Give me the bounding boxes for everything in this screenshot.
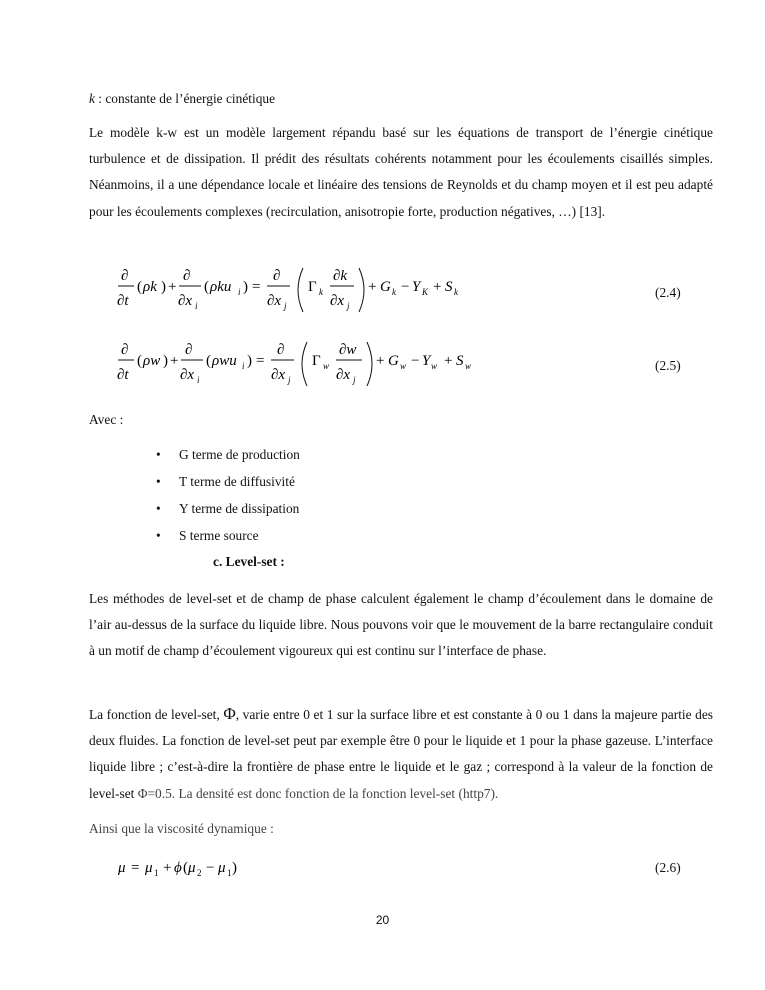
svg-text:∂w: ∂w	[339, 342, 357, 358]
svg-text:(: (	[204, 279, 209, 295]
svg-text:(: (	[183, 860, 188, 876]
svg-text:K: K	[422, 287, 429, 297]
svg-text:): )	[247, 353, 252, 369]
svg-text:): )	[161, 279, 166, 295]
svg-text:∂k: ∂k	[333, 268, 348, 284]
equation-2-4	[117, 262, 547, 320]
svg-text:w: w	[431, 361, 438, 371]
definition-line	[89, 90, 713, 107]
svg-text:+: +	[163, 860, 172, 876]
svg-text:G: G	[388, 353, 399, 369]
svg-text:∂: ∂	[121, 268, 129, 284]
list-item: • Y terme de dissipation	[156, 501, 300, 516]
svg-text:S: S	[445, 279, 453, 295]
svg-text:Y: Y	[422, 353, 431, 369]
svg-text:ϕ: ϕ	[174, 860, 182, 876]
svg-text:∂x: ∂x	[180, 367, 195, 383]
svg-text:S: S	[456, 353, 464, 369]
svg-text:−: −	[206, 860, 215, 876]
svg-text:j: j	[353, 375, 356, 385]
svg-text:μ: μ	[145, 860, 153, 876]
svg-text:∂x: ∂x	[271, 367, 286, 383]
svg-text:2: 2	[197, 868, 202, 878]
terms-list	[153, 445, 300, 553]
svg-text:): )	[163, 353, 168, 369]
list-item: • T terme de diffusivité	[156, 474, 295, 489]
svg-text:ρw: ρw	[143, 353, 161, 369]
svg-text:∂: ∂	[273, 268, 281, 284]
svg-text:μ: μ	[218, 860, 226, 876]
svg-text:∂x: ∂x	[330, 293, 345, 309]
svg-text:i: i	[195, 301, 198, 311]
paragraph-kw-model: Le modèle k-w est un modèle largement répandu basé sur les équations de transport de l’énergie cinétique turbulence et de dissipation. Il prédit des résultats cohérents notamment pour les écoulements cisaillés simples. Néanmoins, il a une dépendance locale et linéaire des tensions de Reynolds et du champ moyen et il est peu adapté pour les écoulements complexes (recirculation, anisotropie forte, production négatives, …) [13].	[89, 125, 713, 219]
svg-text:(: (	[137, 279, 142, 295]
svg-text:∂: ∂	[183, 268, 191, 284]
svg-text:μ: μ	[188, 860, 196, 876]
svg-text:=: =	[252, 279, 261, 295]
svg-text:+: +	[444, 353, 453, 369]
list-item: • S terme source	[156, 528, 259, 543]
svg-text:+: +	[168, 279, 177, 295]
svg-text:): )	[232, 860, 237, 876]
svg-text:−: −	[401, 279, 410, 295]
phi-symbol: Φ	[223, 704, 236, 723]
svg-text:j: j	[284, 301, 287, 311]
svg-text:+: +	[376, 353, 385, 369]
equation-2-6	[117, 852, 317, 880]
svg-text:+: +	[433, 279, 442, 295]
paragraph-levelset-2: La fonction de level-set, Φ, varie entre 0 et 1 sur la surface libre et est constante à 0 ou 1 dans la majeure partie des deux fluides. La fonction de level-set peut par exemple être 0 pour le liquide et 1 pour la phase gazeuse. L’interface liquide libre ; c’est-à-dire la frontière de phase entre le liquide et le gaz ; correspond à la valeur de la fonction de level-set Φ=0.5. La densité est donc fonction de la fonction level-set (http7).	[89, 704, 713, 801]
svg-text:G: G	[380, 279, 391, 295]
svg-text:k: k	[319, 287, 323, 297]
svg-text:j: j	[347, 301, 350, 311]
avec-label: Avec :	[89, 412, 124, 427]
svg-text:Y: Y	[412, 279, 421, 295]
svg-text:ρwu: ρwu	[212, 353, 237, 369]
svg-text:+: +	[170, 353, 179, 369]
svg-text:ρk: ρk	[143, 279, 157, 295]
svg-text:w: w	[400, 361, 407, 371]
list-item: • G terme de production	[156, 447, 300, 462]
svg-text:=: =	[131, 860, 140, 876]
svg-text:(: (	[206, 353, 211, 369]
svg-text:∂x: ∂x	[267, 293, 282, 309]
svg-text:∂x: ∂x	[178, 293, 193, 309]
svg-text:k: k	[454, 287, 458, 297]
svg-text:∂: ∂	[121, 342, 129, 358]
equation-number-2-5: (2.5)	[655, 358, 681, 373]
svg-text:(: (	[137, 353, 142, 369]
viscosity-line: Ainsi que la viscosité dynamique :	[89, 821, 274, 836]
svg-text:w: w	[465, 361, 472, 371]
svg-text:i: i	[242, 361, 245, 371]
svg-text:): )	[243, 279, 248, 295]
svg-text:w: w	[323, 361, 330, 371]
svg-text:∂: ∂	[185, 342, 193, 358]
paragraph-levelset-1: Les méthodes de level-set et de champ de phase calculent également le champ d’écoulement dans le domaine de l’air au-dessus de la surface du liquide libre. Nous pouvons voir que le mouvement de la barre rectangulaire conduit à un motif de champ d’écoulement vigoureux qui est continu sur l’interface de phase.	[89, 591, 713, 659]
k-symbol: k	[89, 91, 95, 106]
svg-text:=: =	[256, 353, 265, 369]
page-number: 20	[375, 913, 390, 927]
svg-text:−: −	[411, 353, 420, 369]
svg-text:i: i	[238, 287, 241, 297]
svg-text:∂t: ∂t	[117, 293, 129, 309]
equation-number-2-6: (2.6)	[655, 860, 681, 875]
svg-text:i: i	[197, 375, 200, 385]
definition-text: : constante de l’énergie cinétique	[94, 91, 276, 106]
svg-text:1: 1	[227, 868, 232, 878]
equation-number-2-4: (2.4)	[655, 285, 681, 300]
svg-text:j: j	[288, 375, 291, 385]
svg-text:∂x: ∂x	[336, 367, 351, 383]
svg-text:k: k	[392, 287, 396, 297]
svg-text:Γ: Γ	[312, 353, 321, 369]
svg-text:μ: μ	[118, 860, 126, 876]
equation-2-5	[117, 336, 547, 394]
subsection-title: c. Level-set :	[213, 554, 285, 569]
svg-text:ρku: ρku	[210, 279, 232, 295]
svg-text:Γ: Γ	[308, 279, 317, 295]
svg-text:∂t: ∂t	[117, 367, 129, 383]
svg-text:∂: ∂	[277, 342, 285, 358]
svg-text:1: 1	[154, 868, 159, 878]
svg-text:+: +	[368, 279, 377, 295]
